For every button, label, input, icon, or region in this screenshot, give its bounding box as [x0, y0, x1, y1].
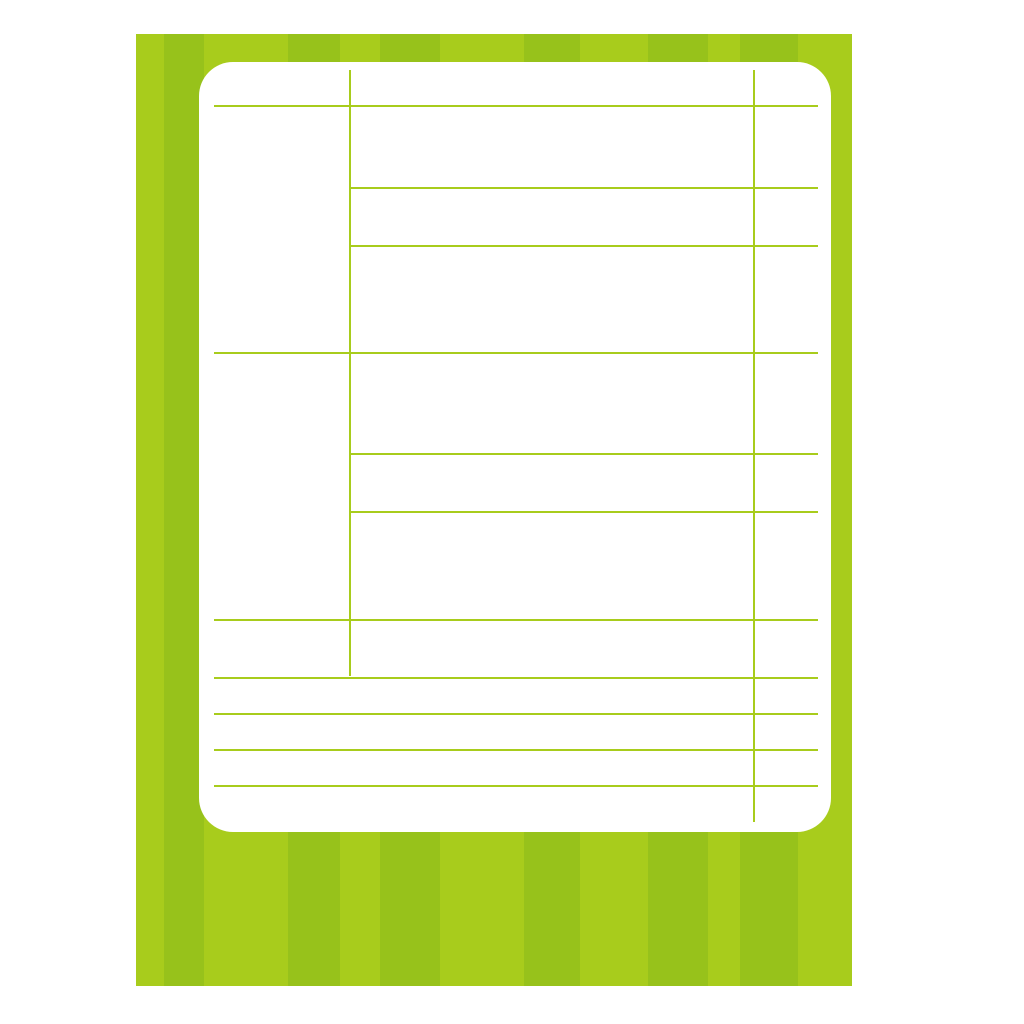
row-divider: [214, 619, 818, 621]
row-divider: [214, 749, 818, 751]
header-learning-objectives: [352, 72, 752, 102]
row-divider: [214, 352, 818, 354]
row-divider: [351, 511, 818, 513]
row-divider: [214, 105, 818, 107]
contents-card: [199, 62, 831, 832]
row-divider: [214, 677, 818, 679]
header-unit: [210, 72, 350, 102]
row-divider: [214, 785, 818, 787]
row-divider: [351, 453, 818, 455]
row-divider: [351, 187, 818, 189]
row-divider: [214, 713, 818, 715]
column-divider: [753, 70, 755, 822]
header-page: [756, 72, 818, 102]
row-divider: [351, 245, 818, 247]
background-stripe: [164, 34, 204, 986]
column-divider: [349, 70, 351, 676]
